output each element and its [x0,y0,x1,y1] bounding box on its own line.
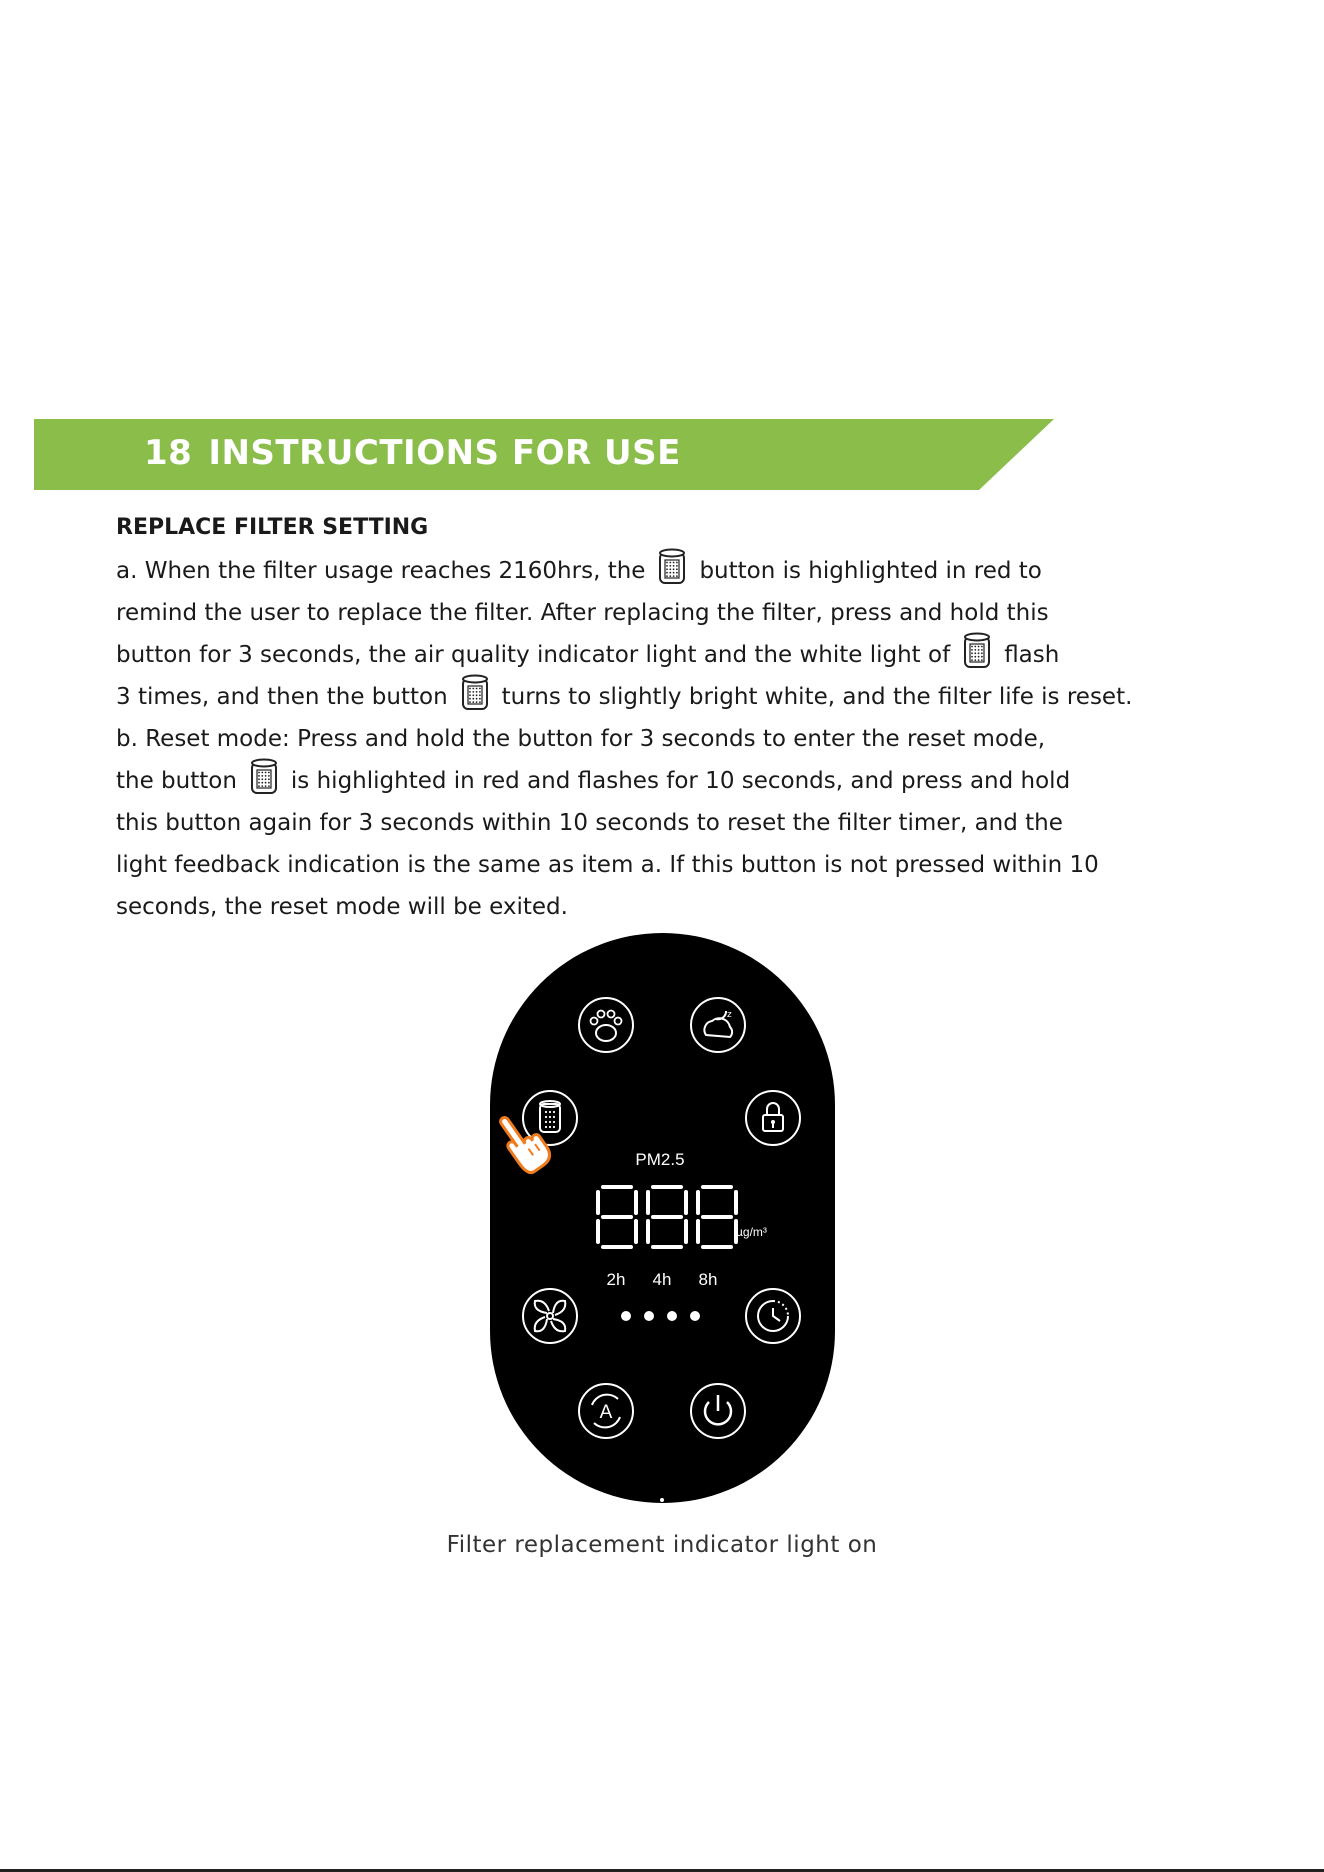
instruction-line [116,844,1236,886]
figure-caption: Filter replacement indicator light on [446,1532,878,1558]
line-text: flash [1004,642,1060,668]
line-text: seconds, the reset mode will be exited. [116,894,568,920]
line-text: button is highlighted in red to [699,558,1042,584]
section-heading: INSTRUCTIONS FOR USE [208,433,681,473]
instruction-line [116,886,1236,928]
line-text: light feedback indication is the same as item a. If this button is not pressed within 10 [116,852,1099,878]
filter-icon [249,758,279,796]
line-text: this button again for 3 seconds within 10 seconds to reset the filter timer, and the [116,810,1063,836]
timer-4h-label: 4h [652,1270,672,1289]
filter-icon [460,674,490,712]
subsection-title: REPLACE FILTER SETTING [116,515,429,540]
section-number: 18 [144,433,193,473]
line-text: button for 3 seconds, the air quality indicator light and the white light of [116,642,951,668]
instructions-paragraph [116,550,1236,928]
line-text: b. Reset mode: Press and hold the button for 3 seconds to enter the reset mode, [116,726,1046,752]
instruction-line [116,550,1236,592]
unit-label: µg/m³ [736,1225,767,1239]
filter-icon [962,632,992,670]
control-panel-diagram [490,933,835,1503]
instruction-line [116,592,1236,634]
instruction-line [116,718,1236,760]
filter-icon [657,548,687,586]
instruction-line [116,634,1236,676]
line-text: a. When the filter usage reaches 2160hrs, the [116,558,646,584]
line-text: 3 times, and then the button [116,684,448,710]
svg-text:A: A [599,1402,613,1423]
timer-8h-label: 8h [698,1270,718,1289]
line-text: the button [116,768,237,794]
svg-text:z: z [727,1010,732,1020]
pm-label: PM2.5 [635,1150,685,1169]
line-text: is highlighted in red and flashes for 10 seconds, and press and hold [290,768,1071,794]
instruction-line [116,676,1236,718]
instruction-line [116,802,1236,844]
line-text: remind the user to replace the filter. After replacing the filter, press and hold this [116,600,1049,626]
instruction-line [116,760,1236,802]
timer-2h-label: 2h [606,1270,626,1289]
line-text: turns to slightly bright white, and the filter life is reset. [501,684,1133,710]
page-title [144,431,681,475]
section-banner [34,419,1054,490]
